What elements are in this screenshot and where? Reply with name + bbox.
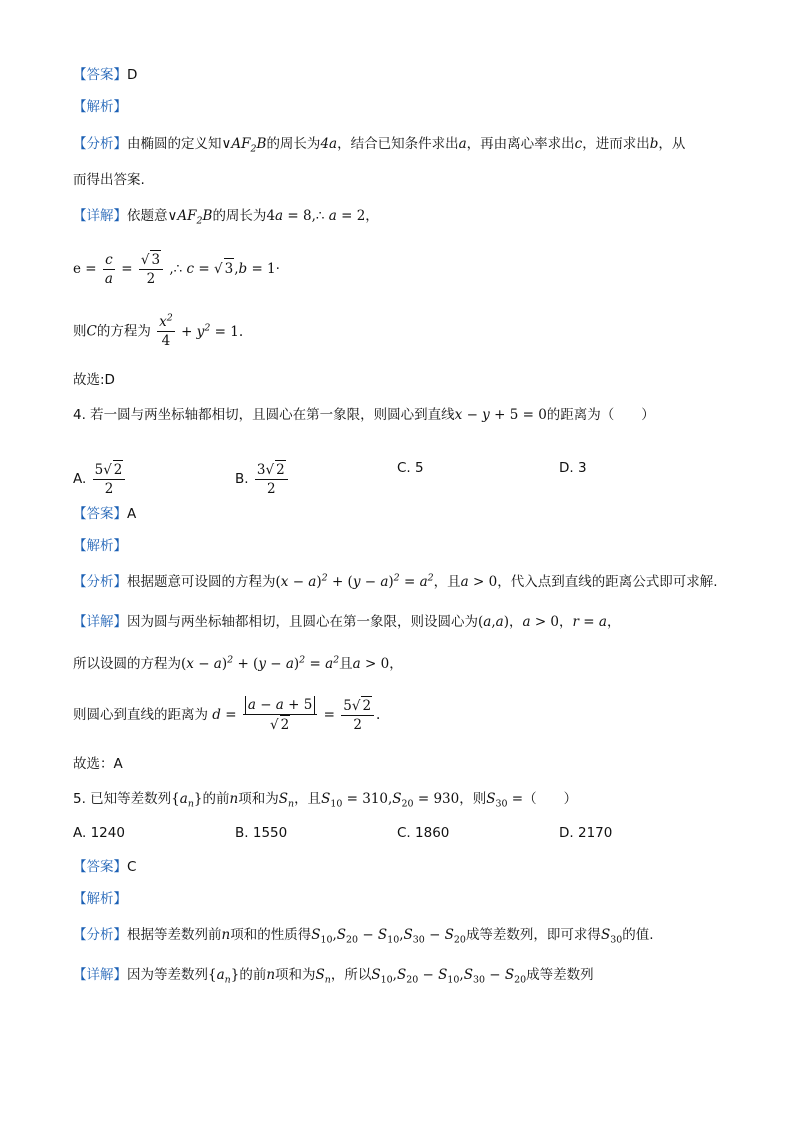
q5-analysis-text: 项和的性质得 xyxy=(230,927,312,943)
q4-detail-text: 所以设圆的方程为 xyxy=(73,656,181,672)
q4-analysis-head xyxy=(73,536,127,556)
q5-answer: C xyxy=(127,859,137,875)
formula: a xyxy=(458,136,467,152)
q4-detail-line-1 xyxy=(73,612,620,632)
formula: $S_{30}$ = xyxy=(486,791,524,810)
q3-eccentricity-line xyxy=(73,250,280,288)
formula: $\vee AF_2B$ xyxy=(221,136,267,155)
formula: $\{a_n\}$ xyxy=(208,967,240,986)
q3-analysis-text: ，结合已知条件求出 xyxy=(337,136,459,152)
q5-detail-text: 项和为 xyxy=(275,967,316,983)
q5-analysis-text: 的值. xyxy=(622,927,654,943)
q4-analysis-text: ，代入点到直线的距离公式即可求解. xyxy=(497,574,718,590)
formula: $S_{30}$ xyxy=(600,927,623,946)
q4-detail-text: 则圆心到直线的距离为 xyxy=(73,707,208,723)
option-value: 1240 xyxy=(90,825,125,841)
q3-analysis-line-2 xyxy=(73,170,145,190)
q3-equation-line xyxy=(73,313,243,350)
q4-analysis-text: ，且 xyxy=(433,574,461,590)
q3-answer: D xyxy=(127,67,138,83)
q5-options xyxy=(73,825,753,847)
formula: 4a xyxy=(320,136,338,152)
analysis-tag: 【分析】 xyxy=(73,136,127,152)
q5-option-d xyxy=(559,825,612,841)
formula: $S_{10},S_{20} - S_{10},S_{30} - S_{20}$ xyxy=(311,927,466,946)
formula: e = xyxy=(73,261,97,277)
q4-options xyxy=(73,448,753,497)
analysis-tag: 【分析】 xyxy=(73,927,127,943)
option-value: 1550 xyxy=(252,825,288,841)
formula: a > 0 xyxy=(522,614,560,630)
q5-option-b xyxy=(235,825,287,841)
q3-detail-text: 依题意 xyxy=(127,208,168,224)
q3-choice xyxy=(73,370,115,390)
q4-stem-text: 4. 若一圆与两坐标轴都相切，且圆心在第一象限，则圆心到直线 xyxy=(73,407,455,423)
option-label: D. xyxy=(559,460,574,476)
q4-option-b xyxy=(235,460,290,498)
analysis-head-tag: 【解析】 xyxy=(73,891,127,907)
answer-tag: 【答案】 xyxy=(73,506,127,522)
q4-answer: A xyxy=(127,506,137,522)
q5-stem-text: ，且 xyxy=(294,791,322,807)
formula: $(x - a)^2 + (y - a)^2 = a^2$ xyxy=(275,572,434,590)
q4-option-d xyxy=(559,460,587,476)
q5-stem xyxy=(73,789,577,809)
fraction: $\frac{x^2}{4}$ xyxy=(159,312,173,349)
formula: x − y + 5 = 0 xyxy=(454,407,547,423)
q4-option-a xyxy=(73,460,127,498)
q4-detail-text: 因为圆与两坐标轴都相切，且圆心在第一象限，则设圆心为 xyxy=(127,614,478,630)
formula: $S_{10} = 310,S_{20} = 930$ xyxy=(321,791,460,810)
formula: $S_n$ xyxy=(315,967,331,986)
option-label: B. xyxy=(235,825,249,841)
q5-option-a xyxy=(73,825,125,841)
option-label: A. xyxy=(73,471,87,487)
answer-tag: 【答案】 xyxy=(73,859,127,875)
formula: $\vee AF_2B$ xyxy=(167,208,213,227)
q5-detail-text: 成等差数列 xyxy=(526,967,594,983)
q5-stem-text: ，则 xyxy=(459,791,487,807)
q5-stem-text: （ ） xyxy=(523,791,578,807)
option-value: 5 xyxy=(415,460,424,476)
q4-detail-line-2 xyxy=(73,654,403,674)
formula: C xyxy=(86,323,97,340)
formula: a > 0 xyxy=(460,574,498,590)
q3-text: 则 xyxy=(73,323,87,340)
analysis-head-tag: 【解析】 xyxy=(73,538,127,554)
q4-detail-text: ， xyxy=(508,614,523,630)
q5-detail-text: ，所以 xyxy=(330,967,372,983)
q3-choice-text: 故选:D xyxy=(73,372,115,388)
q3-analysis-text: ，从 xyxy=(658,136,686,152)
option-value: 3 xyxy=(577,460,587,476)
q5-detail-line xyxy=(73,965,594,985)
fraction: $\frac{5√ 2}{2}$ xyxy=(341,696,374,734)
q5-stem-text: 项和为 xyxy=(238,791,279,807)
q4-choice-text: 故选：A xyxy=(73,756,123,772)
formula: c xyxy=(574,136,583,152)
option-label: C. xyxy=(397,825,411,841)
formula: ,∴ c = √ 3,b = 1 xyxy=(169,261,275,277)
q3-answer-line xyxy=(73,65,137,85)
q4-stem-text: 的距离为（ ） xyxy=(546,407,655,423)
q3-analysis-line-1 xyxy=(73,134,685,154)
option-label: B. xyxy=(235,471,249,487)
q4-answer-line xyxy=(73,504,136,524)
formula: $\{a_n\}$ xyxy=(171,791,203,810)
analysis-head-tag: 【解析】 xyxy=(73,99,127,115)
q3-analysis-text: ，进而求出 xyxy=(582,136,650,152)
answer-tag: 【答案】 xyxy=(73,67,127,83)
formula: . xyxy=(376,707,381,723)
formula: + $y^2 = 1$. xyxy=(181,322,244,340)
q5-option-c xyxy=(397,825,449,841)
q4-detail-text: ， xyxy=(389,656,403,672)
formula: $S_{10},S_{20} - S_{10},S_{30} - S_{20}$ xyxy=(371,967,527,986)
q5-analysis-text: 成等差数列，即可求得 xyxy=(465,927,601,943)
option-label: C. xyxy=(397,460,411,476)
formula: = xyxy=(323,707,335,723)
q3-detail-text: 的周长为 xyxy=(212,208,267,224)
formula: b xyxy=(649,136,659,152)
formula: r = a xyxy=(572,614,607,630)
q3-text: 的方程为 xyxy=(96,323,151,340)
q4-detail-text: 且 xyxy=(339,656,353,672)
q5-answer-line xyxy=(73,857,136,877)
formula: n xyxy=(229,791,239,807)
formula: n xyxy=(221,927,231,943)
formula: = xyxy=(121,261,133,277)
q4-detail-text: ， xyxy=(606,614,621,630)
q5-detail-text: 的前 xyxy=(239,967,267,983)
fraction: $\frac{3√ 2}{2}$ xyxy=(255,460,288,498)
q3-analysis-text: 的周长为 xyxy=(266,136,321,152)
analysis-tag: 【分析】 xyxy=(73,574,127,590)
fraction: $\frac{a - a + 5}{√ 2}$ xyxy=(243,696,318,734)
q3-analysis-head xyxy=(73,97,127,117)
formula: d = xyxy=(212,707,237,723)
q4-option-c xyxy=(397,460,424,476)
fraction: $\frac{c}{a}$ xyxy=(104,251,113,287)
option-value: 1860 xyxy=(415,825,450,841)
q5-analysis-head xyxy=(73,889,127,909)
q5-analysis-text: 根据等差数列前 xyxy=(127,927,222,943)
formula: $S_n$ xyxy=(278,791,295,810)
formula: n xyxy=(266,967,276,983)
q5-analysis-line xyxy=(73,925,654,945)
detail-tag: 【详解】 xyxy=(73,967,127,983)
q5-detail-text: 因为等差数列 xyxy=(127,967,208,983)
q3-detail-line-1 xyxy=(73,206,379,226)
q5-stem-text: 的前 xyxy=(202,791,230,807)
q4-analysis-text: 根据题意可设圆的方程为 xyxy=(127,574,276,590)
q3-analysis-text: 由椭圆的定义知 xyxy=(127,136,222,152)
q4-analysis-line xyxy=(73,572,718,592)
formula: (a,a) xyxy=(478,614,509,630)
q5-stem-text: 5. 已知等差数列 xyxy=(73,791,172,807)
option-label: D. xyxy=(559,825,574,841)
q3-analysis-text: ，再由离心率求出 xyxy=(466,136,575,152)
option-label: A. xyxy=(73,825,87,841)
formula: $(x - a)^2 + (y - a)^2 = a^2$ xyxy=(181,654,340,672)
q4-detail-text: ， xyxy=(559,614,573,630)
option-value: 2170 xyxy=(577,825,613,841)
q3-detail-text: ， xyxy=(365,208,379,224)
q3-analysis-text: 而得出答案. xyxy=(73,172,145,188)
fraction: $\frac{5√ 2}{2}$ xyxy=(93,460,126,498)
formula: 4a = 8,∴ a = 2 xyxy=(266,208,366,224)
detail-tag: 【详解】 xyxy=(73,614,127,630)
detail-tag: 【详解】 xyxy=(73,208,127,224)
fraction: $\frac{√ 3}{2}$ xyxy=(139,250,163,288)
formula: a > 0 xyxy=(352,656,390,672)
q4-stem xyxy=(73,405,655,425)
q4-detail-line-3 xyxy=(73,696,380,734)
formula: · xyxy=(275,261,280,277)
q4-choice xyxy=(73,754,123,774)
